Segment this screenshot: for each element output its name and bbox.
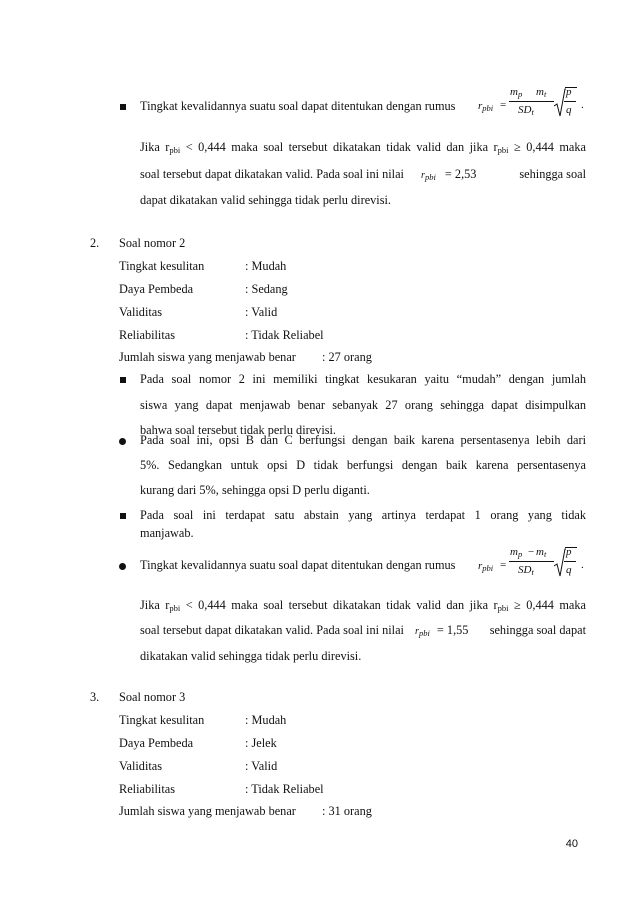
soal2-label-reliabilitas: Reliabilitas	[119, 328, 176, 342]
soal2-jumlah-value: : 27 orang	[322, 350, 372, 364]
soal2-b4-l4: dikatakan valid sehingga tidak perlu direvisi.	[140, 649, 362, 663]
soal2-title: Soal nomor 2	[119, 236, 186, 250]
soal2-jumlah-label: Jumlah siswa yang menjawab benar	[119, 350, 296, 364]
soal2-b2-l2: 5%. Sedangkan untuk opsi D tidak berfungsi dengan baik karena persentasenya	[140, 458, 586, 472]
intro-line-2: Jika $r_{pbi} < 0,444$ maka soal tersebut dikatakan tidak valid dan jika $r_{pbi} \ge 0,444$ maka	[140, 140, 586, 155]
soal3-value-pembeda: : Jelek	[245, 736, 277, 750]
soal2-b3-l2: manjawab.	[140, 526, 194, 540]
page-number: 40	[565, 838, 578, 850]
bullet-square	[120, 377, 126, 383]
soal2-b1-l2: siswa yang dapat menjawab benar sebanyak 27 orang sehingga dapat disimpulkan	[140, 398, 586, 412]
soal2-b4-l3: soal tersebut dapat dikatakan valid. Pada soal ini nilai $r_{pbi} = 1,55$ sehingga soal dapat	[140, 623, 586, 638]
soal2-value-validitas: : Valid	[245, 305, 278, 319]
soal2-value-kesulitan: : Mudah	[245, 259, 287, 273]
soal3-jumlah-value: : 31 orang	[322, 804, 372, 818]
soal3-number: 3.	[90, 690, 100, 704]
soal3-label-kesulitan: Tingkat kesulitan	[119, 713, 205, 727]
bullet-square	[120, 104, 126, 110]
soal2-label-pembeda: Daya Pembeda	[119, 282, 194, 296]
formula-rpbi-2: $r_{pbi}$ = $m_p$ − $m_t$ $SD_t$ p q .	[478, 546, 584, 577]
soal3-label-pembeda: Daya Pembeda	[119, 736, 194, 750]
formula-rpbi: $r_{pbi}$ = $m_p$ $m_t$ $SD_t$ p q .	[478, 86, 584, 117]
soal2-value-pembeda: : Sedang	[245, 282, 288, 296]
soal3-label-validitas: Validitas	[119, 759, 163, 773]
soal3-title: Soal nomor 3	[119, 690, 186, 704]
bullet-dot	[119, 438, 126, 445]
soal3-jumlah-label: Jumlah siswa yang menjawab benar	[119, 804, 296, 818]
soal3-value-validitas: : Valid	[245, 759, 278, 773]
soal3-value-kesulitan: : Mudah	[245, 713, 287, 727]
soal3-value-reliabilitas: : Tidak Reliabel	[245, 782, 324, 796]
soal2-value-reliabilitas: : Tidak Reliabel	[245, 328, 324, 342]
soal3-label-reliabilitas: Reliabilitas	[119, 782, 176, 796]
soal2-b4-text: Tingkat kevalidannya suatu soal dapat ditentukan dengan rumus	[140, 558, 456, 572]
soal2-b2-l3: kurang dari 5%, sehingga opsi D perlu diganti.	[140, 483, 370, 497]
bullet-dot	[119, 563, 126, 570]
intro-line-3: soal tersebut dapat dikatakan valid. Pada soal ini nilai $r_{pbi} = 2,53$ sehingga soal	[140, 167, 586, 182]
soal2-number: 2.	[90, 236, 100, 250]
soal2-b3-l1: Pada soal ini terdapat satu abstain yang artinya terdapat 1 orang yang tidak	[140, 508, 586, 522]
bullet-square	[120, 513, 126, 519]
soal2-b1-l1: Pada soal nomor 2 ini memiliki tingkat kesukaran yaitu “mudah” dengan jumlah	[140, 372, 586, 386]
soal2-b2-l1: Pada soal ini, opsi B dan C berfungsi dengan baik karena persentasenya lebih dari	[140, 433, 586, 447]
soal2-label-kesulitan: Tingkat kesulitan	[119, 259, 205, 273]
formula-intro-text: Tingkat kevalidannya suatu soal dapat ditentukan dengan rumus	[140, 99, 456, 113]
soal2-label-validitas: Validitas	[119, 305, 163, 319]
soal2-b1-l3: bahwa soal tersebut tidak perlu direvisi.	[140, 423, 337, 437]
intro-line-4: dapat dikatakan valid sehingga tidak perlu direvisi.	[140, 193, 391, 207]
soal2-b4-l2: Jika $r_{pbi} < 0,444$ maka soal tersebut dikatakan tidak valid dan jika $r_{pbi} \ge 0,444$ maka	[140, 598, 586, 613]
